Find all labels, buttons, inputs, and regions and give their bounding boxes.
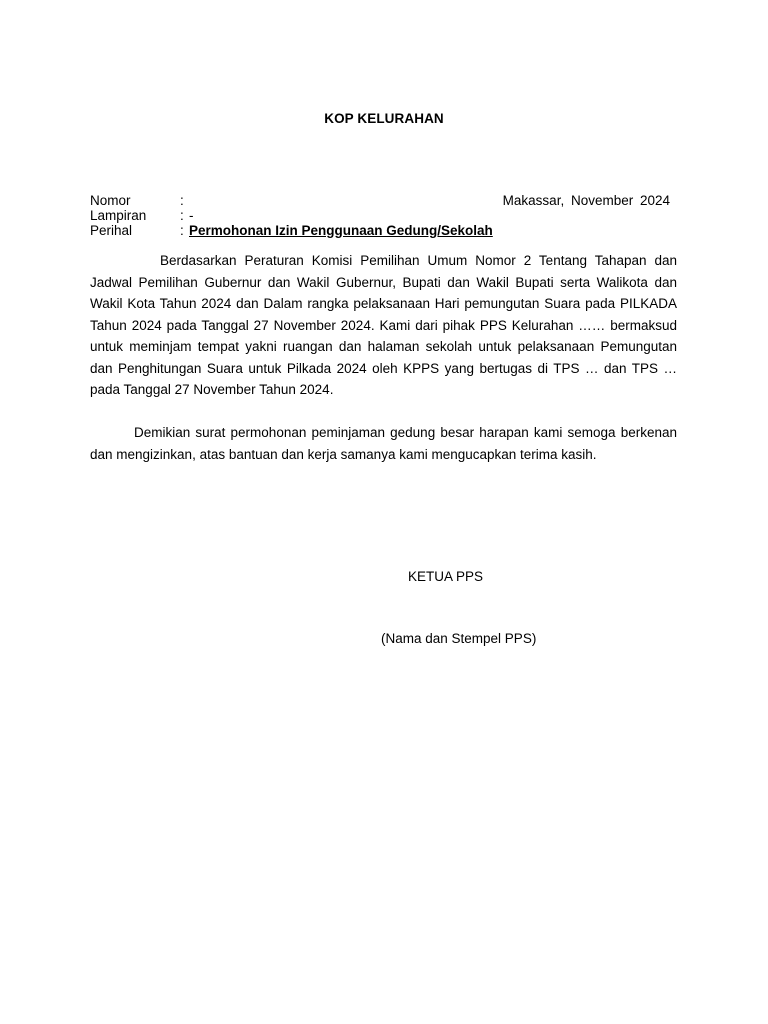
perihal-row: [90, 223, 680, 238]
letter-body: [90, 250, 677, 465]
nomor-colon: :: [180, 193, 184, 208]
body-paragraph-1: Berdasarkan Peraturan Komisi Pemilihan Umum Nomor 2 Tentang Tahapan dan Jadwal Pemilihan Gubernur dan Wakil Gubernur, Bupati dan Wakil Bupati serta Walikota dan Wakil Kota Tahun 2024 dan Dalam rangka pelaksanaan Hari pemungutan Suara pada PILKADA Tahun 2024 pada Tanggal 27 November 2024. Kami dari pihak PPS Kelurahan …… bermaksud untuk meminjam tempat yakni ruangan dan halaman sekolah untuk pelaksanaan Pemungutan dan Penghitungan Suara untuk Pilkada 2024 oleh KPPS yang bertugas di TPS … dan TPS … pada Tanggal 27 November Tahun 2024.: [90, 253, 677, 397]
signer-title: KETUA PPS: [408, 569, 484, 584]
body-paragraph-2: Demikian surat permohonan peminjaman gedung besar harapan kami semoga berkenan dan mengizinkan, atas bantuan dan kerja samanya kami mengucapkan terima kasih.: [90, 425, 677, 462]
place-date: Makassar, November 2024: [502, 193, 670, 208]
nomor-label: Nomor: [90, 193, 131, 208]
lampiran-label: Lampiran: [90, 208, 147, 223]
letterhead-title: KOP KELURAHAN: [324, 111, 444, 126]
lampiran-row: [90, 208, 680, 223]
letter-meta: [90, 193, 680, 238]
perihal-label: Perihal: [90, 223, 133, 238]
perihal-subject: Permohonan Izin Penggunaan Gedung/Sekolah: [189, 223, 493, 238]
signer-name-placeholder: (Nama dan Stempel PPS): [381, 631, 537, 646]
lampiran-colon: :: [180, 208, 184, 223]
lampiran-value: -: [189, 208, 194, 223]
perihal-colon: :: [180, 223, 184, 238]
nomor-row: [90, 193, 680, 208]
